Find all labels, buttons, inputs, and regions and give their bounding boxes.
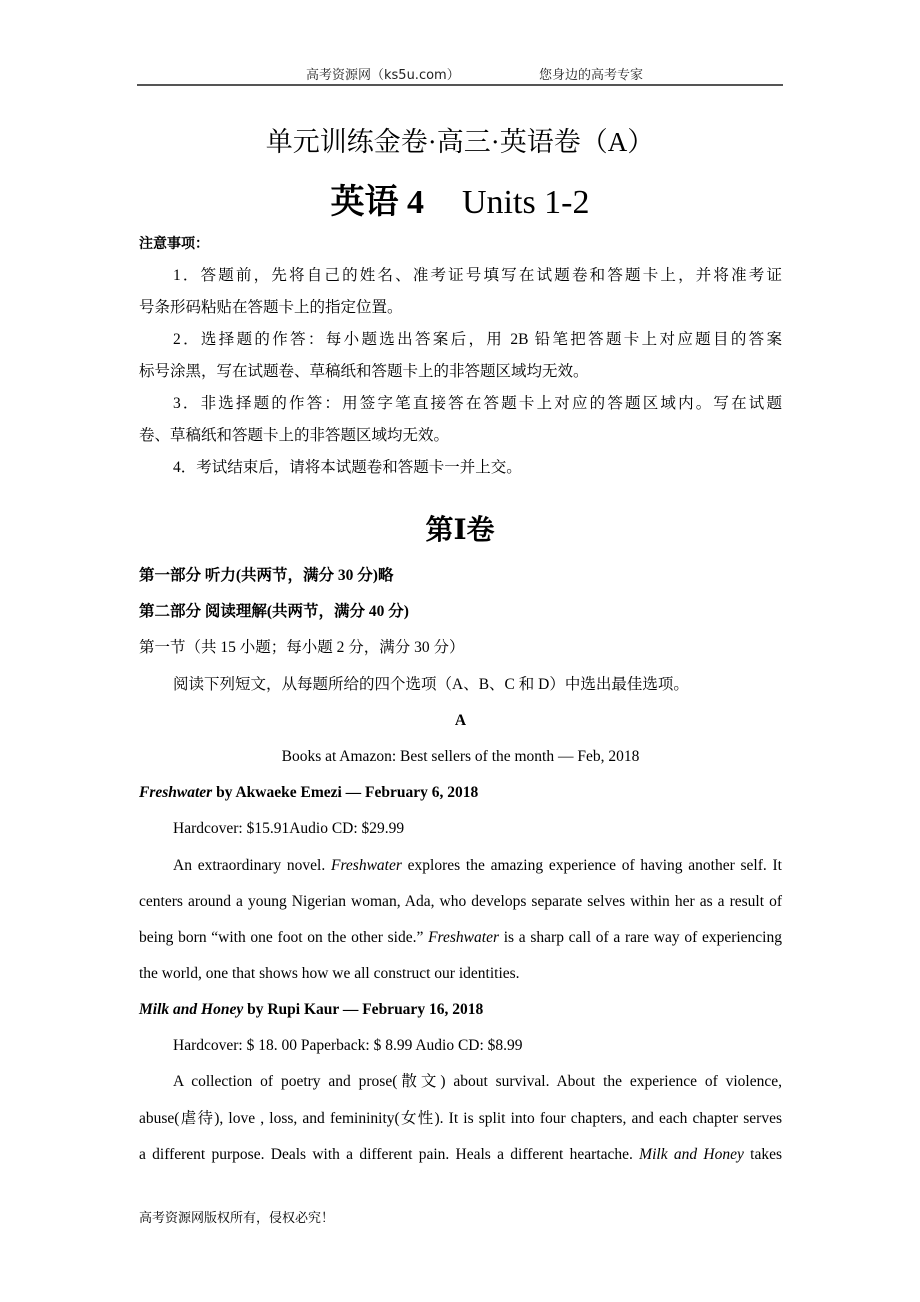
book1-text	[139, 928, 782, 948]
part1-heading: 第一部分 听力(共两节，满分 30 分)略	[139, 567, 394, 584]
book2-title	[139, 1000, 782, 1020]
subtitle-cn: 英语 4	[330, 184, 424, 221]
text: takes	[743, 1146, 782, 1163]
notice-line: 标号涂黑，写在试题卷、草稿纸和答题卡上的非答题区域均无效。	[139, 363, 589, 380]
header-slogan: 您身边的高考专家	[539, 68, 644, 83]
notice-line: 卷、草稿纸和答题卡上的非答题区域均无效。	[139, 427, 450, 444]
book1-text	[173, 856, 782, 876]
book1-byline: by Akwaeke Emezi — February 6, 2018	[212, 784, 479, 801]
notice-heading: 注意事项：	[139, 236, 209, 252]
text: An extraordinary novel.	[173, 857, 331, 874]
book2-text: A collection of poetry and prose(散文) about survival. About the experience of violence,	[173, 1073, 782, 1090]
book1-text: the world, one that shows how we all construct our identities.	[139, 965, 520, 982]
book2-byline: by Rupi Kaur — February 16, 2018	[243, 1001, 484, 1018]
part2-heading: 第二部分 阅读理解(共两节，满分 40 分)	[139, 603, 409, 620]
book1-name: Freshwater	[139, 784, 213, 801]
text: is a sharp call of a rare way of experiencing	[499, 929, 782, 946]
text-italic: Freshwater	[330, 857, 402, 874]
page-title: 单元训练金卷·高三·英语卷（A）	[265, 127, 655, 157]
book2-text	[139, 1145, 782, 1165]
instruction: 阅读下列短文，从每题所给的四个选项（A、B、C 和 D）中选出最佳选项。	[173, 676, 689, 693]
volume-heading: 第Ⅰ卷	[425, 515, 495, 546]
notice-line: 2．选择题的作答：每小题选出答案后，用 2B 铅笔把答题卡上对应题目的答案	[173, 331, 782, 348]
notice-line: 3．非选择题的作答：用签字笔直接答在答题卡上对应的答题区域内。写在试题	[173, 395, 782, 412]
section1-heading: 第一节（共 15 小题；每小题 2 分，满分 30 分）	[139, 639, 465, 656]
passage-label: A	[454, 712, 467, 729]
book2-text: abuse(虐待), love , loss, and femininity(女性). It is split into four chapters, and each chapter serves	[139, 1110, 782, 1127]
book1-title	[139, 783, 782, 803]
notice-line: 1．答题前，先将自己的姓名、准考证号填写在试题卷和答题卡上，并将准考证	[173, 267, 782, 284]
text-italic: Milk and Honey	[639, 1146, 744, 1163]
subtitle-en: Units 1-2	[462, 184, 590, 221]
footer-copyright: 高考资源网版权所有，侵权必究！	[139, 1211, 335, 1226]
passage-heading: Books at Amazon: Best sellers of the month — Feb, 2018	[281, 748, 640, 765]
book1-text: centers around a young Nigerian woman, Ada, who develops separate selves within her as a result of	[139, 893, 782, 910]
text: a different purpose. Deals with a different pain. Heals a different heartache.	[139, 1146, 640, 1163]
notice-line: 号条形码粘贴在答题卡上的指定位置。	[139, 299, 403, 316]
header-site: 高考资源网（ks5u.com）	[306, 68, 460, 83]
text-italic: Freshwater	[428, 929, 499, 946]
book2-prices: Hardcover: $ 18. 00 Paperback: $ 8.99 Audio CD: $8.99	[173, 1037, 523, 1054]
book2-name: Milk and Honey	[139, 1001, 244, 1018]
text: being born “with one foot on the other side.”	[139, 929, 429, 946]
text: explores the amazing experience of having another self. It	[401, 857, 782, 874]
header-rule	[137, 84, 783, 86]
book1-prices: Hardcover: $15.91Audio CD: $29.99	[173, 820, 405, 837]
page-subtitle	[0, 174, 920, 223]
notice-line: 4．考试结束后，请将本试题卷和答题卡一并上交。	[173, 459, 522, 476]
